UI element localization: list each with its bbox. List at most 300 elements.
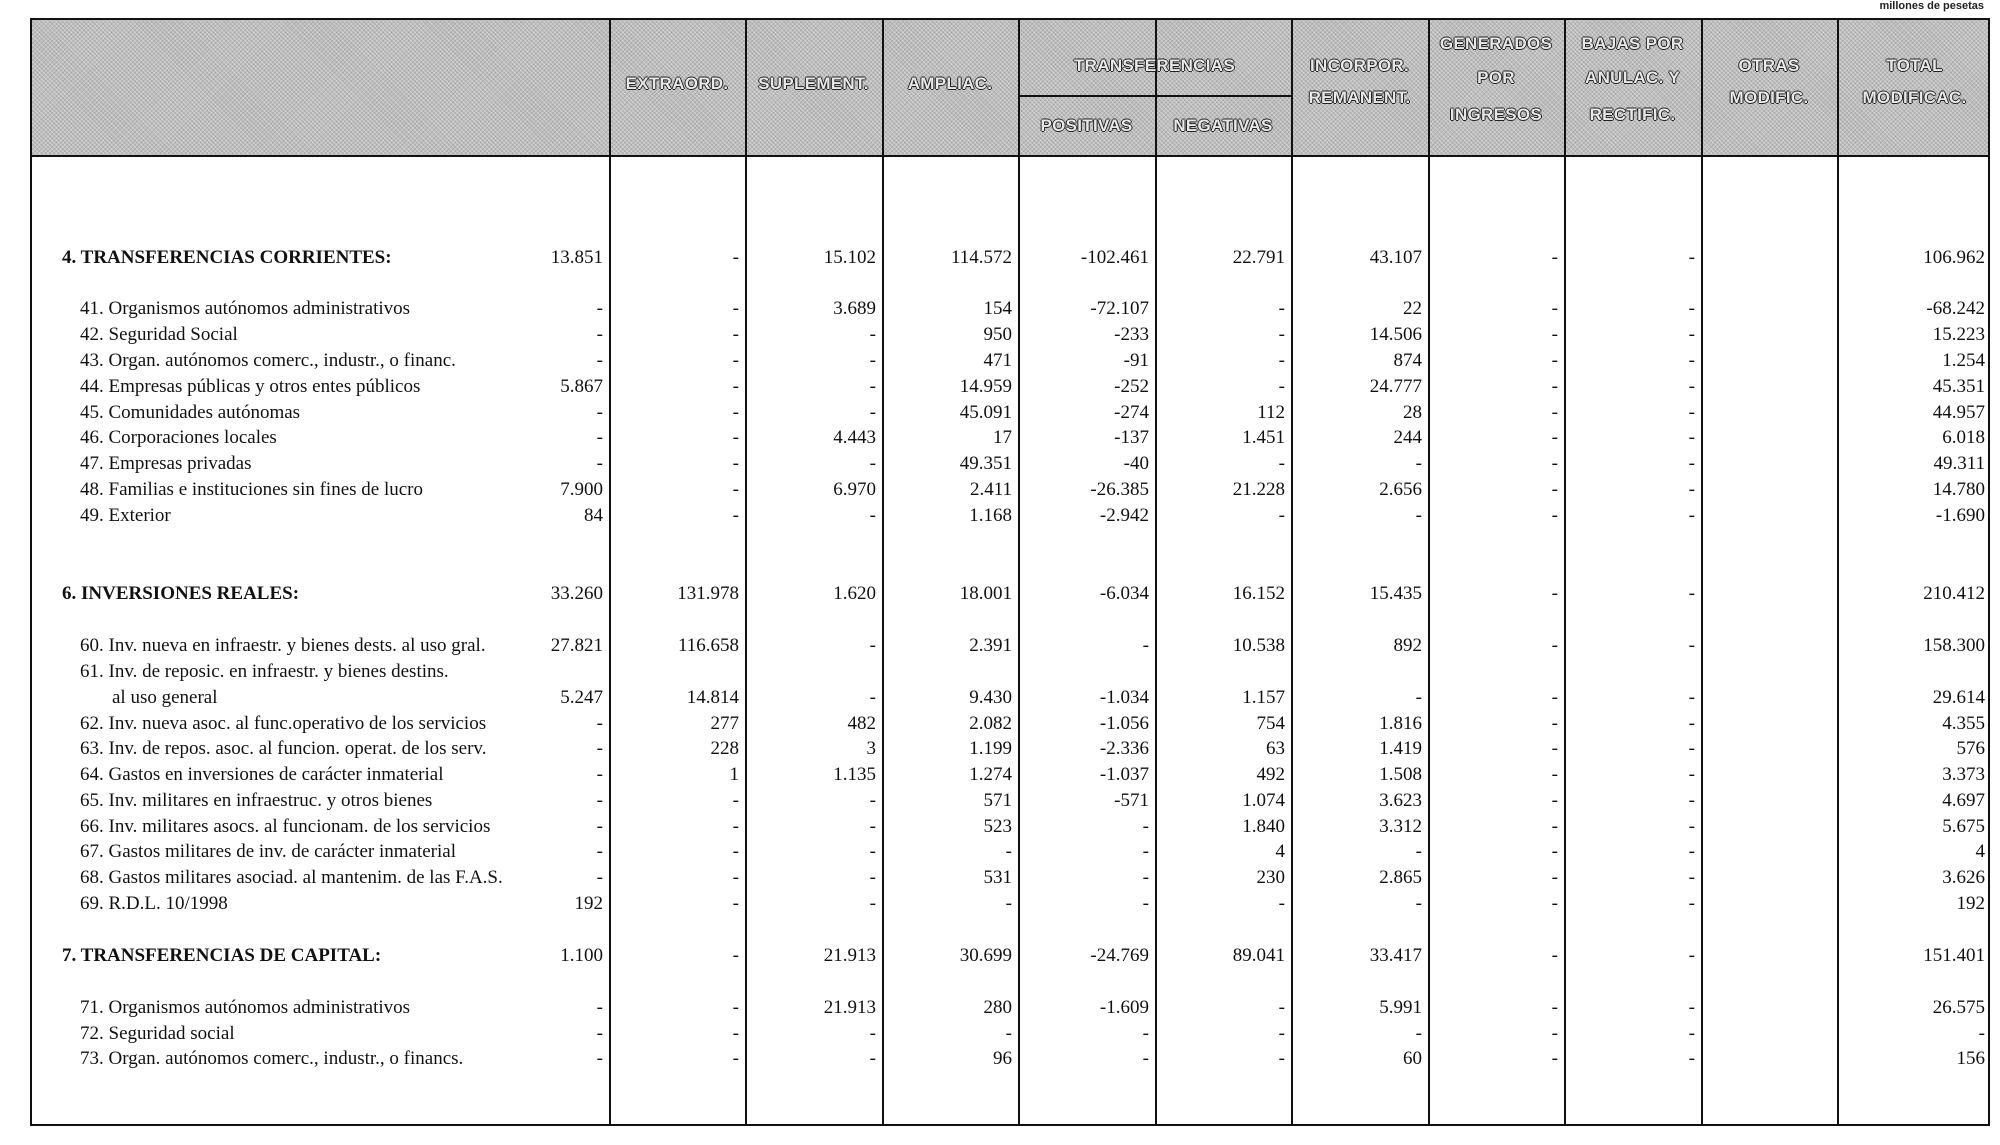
cell-value: - xyxy=(732,867,739,888)
cell-value: - xyxy=(869,324,876,345)
cell-value: - xyxy=(1688,816,1695,837)
table-row xyxy=(32,893,1992,917)
cell-value: - xyxy=(596,841,603,862)
cell-value: 24.777 xyxy=(1369,376,1422,397)
cell-value: - xyxy=(1005,893,1012,914)
cell-value: 1.419 xyxy=(1379,738,1422,759)
header-positivas: POSITIVAS xyxy=(1040,116,1133,135)
cell-value: 158.300 xyxy=(1923,635,1985,656)
cell-value: 49.351 xyxy=(959,453,1012,474)
table-row xyxy=(32,1023,1992,1047)
cell-value: - xyxy=(1142,816,1149,837)
header-extraord: EXTRAORD. xyxy=(625,74,729,93)
cell-value: 3.626 xyxy=(1942,867,1985,888)
cell-value: - xyxy=(1278,1023,1285,1044)
cell-value: - xyxy=(596,867,603,888)
cell-value: - xyxy=(869,453,876,474)
cell-value: -1.690 xyxy=(1935,505,1985,526)
cell-value: - xyxy=(1688,324,1695,345)
cell-value: 21.913 xyxy=(823,997,876,1018)
cell-value: - xyxy=(1551,893,1558,914)
cell-value: 3 xyxy=(866,738,876,759)
table-row xyxy=(32,453,1992,477)
header-bajas-line1: BAJAS POR xyxy=(1581,34,1684,53)
cell-value: - xyxy=(1415,687,1422,708)
cell-value: 49.311 xyxy=(1933,453,1985,474)
cell-value: 154 xyxy=(983,298,1012,319)
header-generados-line1: GENERADOS xyxy=(1439,34,1553,53)
row-label: 44. Empresas públicas y otros entes públicos xyxy=(80,376,421,397)
cell-value: 29.614 xyxy=(1932,687,1985,708)
cell-value: -571 xyxy=(1114,790,1149,811)
row-label: 7. TRANSFERENCIAS DE CAPITAL: xyxy=(62,945,382,966)
cell-value: - xyxy=(1551,247,1558,268)
cell-value: 754 xyxy=(1256,713,1285,734)
cell-value: 27.821 xyxy=(550,635,603,656)
cell-value: 116.658 xyxy=(677,635,739,656)
cell-value: 28 xyxy=(1403,402,1422,423)
table-row xyxy=(32,816,1992,840)
cell-value: - xyxy=(1688,350,1695,371)
cell-value: - xyxy=(596,997,603,1018)
header-total-line2: MODIFICAC. xyxy=(1862,88,1967,108)
cell-value: - xyxy=(1551,1048,1558,1069)
cell-value: - xyxy=(1142,1023,1149,1044)
header-bajas xyxy=(1564,34,1701,125)
cell-value: - xyxy=(596,1023,603,1044)
cell-value: - xyxy=(1551,402,1558,423)
cell-value: 1.274 xyxy=(969,764,1012,785)
cell-value: -6.034 xyxy=(1099,583,1149,604)
table-row xyxy=(32,402,1992,426)
row-label: 43. Organ. autónomos comerc., industr., o financ. xyxy=(80,350,456,371)
budget-table xyxy=(30,18,1990,1126)
cell-value: - xyxy=(596,298,603,319)
cell-value: - xyxy=(1278,324,1285,345)
cell-value: 114.572 xyxy=(950,247,1012,268)
cell-value: - xyxy=(1688,479,1695,500)
cell-value: 874 xyxy=(1393,350,1422,371)
cell-value: - xyxy=(596,764,603,785)
header-generados xyxy=(1428,34,1564,125)
cell-value: - xyxy=(869,402,876,423)
cell-value: - xyxy=(732,453,739,474)
table-row xyxy=(32,324,1992,348)
cell-value: - xyxy=(596,453,603,474)
cell-value: 3.623 xyxy=(1379,790,1422,811)
header-total-line1: TOTAL xyxy=(1886,56,1943,75)
cell-value: 2.082 xyxy=(969,713,1012,734)
row-label: 64. Gastos en inversiones de carácter inmaterial xyxy=(80,764,444,785)
cell-value: 1.199 xyxy=(969,738,1012,759)
cell-value: - xyxy=(1551,738,1558,759)
row-label: 72. Seguridad social xyxy=(80,1023,235,1044)
cell-value: - xyxy=(1688,402,1695,423)
section-row xyxy=(32,247,1992,271)
cell-value: - xyxy=(1142,867,1149,888)
cell-value: 2.391 xyxy=(969,635,1012,656)
cell-value: - xyxy=(596,427,603,448)
cell-value: - xyxy=(1278,453,1285,474)
cell-value: - xyxy=(732,893,739,914)
cell-value: - xyxy=(1278,505,1285,526)
cell-value: 45.091 xyxy=(959,402,1012,423)
cell-value: - xyxy=(1688,298,1695,319)
cell-value: - xyxy=(1688,713,1695,734)
cell-value: 3.373 xyxy=(1942,764,1985,785)
cell-value: 18.001 xyxy=(959,583,1012,604)
cell-value: 4.355 xyxy=(1942,713,1985,734)
row-label: 4. TRANSFERENCIAS CORRIENTES: xyxy=(62,247,392,268)
row-label: 73. Organ. autónomos comerc., industr., o financs. xyxy=(80,1048,464,1069)
cell-value: 33.260 xyxy=(550,583,603,604)
table-row xyxy=(32,635,1992,659)
row-label: 61. Inv. de reposic. en infraestr. y bienes destins. xyxy=(80,661,449,682)
cell-value: 531 xyxy=(983,867,1012,888)
cell-value: 1.254 xyxy=(1942,350,1985,371)
cell-value: - xyxy=(1551,790,1558,811)
cell-value: - xyxy=(1278,376,1285,397)
cell-value: - xyxy=(596,350,603,371)
cell-value: 1.508 xyxy=(1379,764,1422,785)
cell-value: 1.451 xyxy=(1242,427,1285,448)
cell-value: - xyxy=(1551,427,1558,448)
cell-value: - xyxy=(1278,298,1285,319)
cell-value: - xyxy=(596,738,603,759)
cell-value: - xyxy=(1688,841,1695,862)
cell-value: - xyxy=(1688,867,1695,888)
table-row xyxy=(32,867,1992,891)
cell-value: - xyxy=(1278,997,1285,1018)
cell-value: 4.443 xyxy=(833,427,876,448)
cell-value: 2.656 xyxy=(1379,479,1422,500)
cell-value: -2.336 xyxy=(1099,738,1149,759)
table-row xyxy=(32,764,1992,788)
cell-value: - xyxy=(596,790,603,811)
header-bajas-line2: ANULAC. Y xyxy=(1585,68,1680,88)
cell-value: - xyxy=(869,816,876,837)
cell-value: 492 xyxy=(1256,764,1285,785)
cell-value: 14.814 xyxy=(686,687,739,708)
header-incorpor xyxy=(1291,56,1428,109)
cell-value: 1.816 xyxy=(1379,713,1422,734)
cell-value: 44.957 xyxy=(1932,402,1985,423)
cell-value: - xyxy=(732,790,739,811)
cell-value: - xyxy=(732,505,739,526)
cell-value: - xyxy=(1551,324,1558,345)
row-label: 62. Inv. nueva asoc. al func.operativo de los servicios xyxy=(80,713,487,734)
cell-value: 1.168 xyxy=(969,505,1012,526)
cell-value: 192 xyxy=(1956,893,1985,914)
cell-value: -91 xyxy=(1123,350,1149,371)
cell-value: -26.385 xyxy=(1090,479,1149,500)
table-row xyxy=(32,350,1992,374)
cell-value: - xyxy=(1551,298,1558,319)
cell-value: 33.417 xyxy=(1369,945,1422,966)
row-label: 6. INVERSIONES REALES: xyxy=(62,583,300,604)
cell-value: 244 xyxy=(1393,427,1422,448)
cell-value: - xyxy=(869,790,876,811)
row-label: 41. Organismos autónomos administrativos xyxy=(80,298,411,319)
cell-value: - xyxy=(596,324,603,345)
cell-value: - xyxy=(732,816,739,837)
cell-value: - xyxy=(1551,376,1558,397)
cell-value: 9.430 xyxy=(969,687,1012,708)
cell-value: - xyxy=(1551,945,1558,966)
cell-value: - xyxy=(869,505,876,526)
cell-value: - xyxy=(732,1023,739,1044)
cell-value: 22.791 xyxy=(1232,247,1285,268)
cell-value: - xyxy=(732,324,739,345)
header-otras xyxy=(1701,56,1837,109)
cell-value: - xyxy=(596,402,603,423)
cell-value: -2.942 xyxy=(1099,505,1149,526)
cell-value: - xyxy=(1688,945,1695,966)
row-label: 45. Comunidades autónomas xyxy=(80,402,301,423)
table-row xyxy=(32,427,1992,451)
cell-value: 2.411 xyxy=(969,479,1012,500)
header-transferencias: TRANSFERENCIAS xyxy=(1074,56,1235,75)
cell-value: 63 xyxy=(1266,738,1285,759)
cell-value: - xyxy=(732,841,739,862)
row-label: 71. Organismos autónomos administrativos xyxy=(80,997,411,1018)
cell-value: - xyxy=(1415,1023,1422,1044)
cell-value: 2.865 xyxy=(1379,867,1422,888)
cell-value: 45.351 xyxy=(1932,376,1985,397)
cell-value: - xyxy=(1551,841,1558,862)
cell-value: 6.970 xyxy=(833,479,876,500)
cell-value: - xyxy=(1551,1023,1558,1044)
cell-value: - xyxy=(1551,453,1558,474)
section-row xyxy=(32,583,1992,607)
cell-value: - xyxy=(1415,841,1422,862)
cell-value: 1.840 xyxy=(1242,816,1285,837)
cell-value: 14.959 xyxy=(959,376,1012,397)
cell-value: - xyxy=(1551,764,1558,785)
units-caption: millones de pesetas xyxy=(1879,0,1984,12)
cell-value: - xyxy=(732,997,739,1018)
cell-value: - xyxy=(1551,479,1558,500)
cell-value: 4 xyxy=(1275,841,1285,862)
cell-value: -274 xyxy=(1114,402,1149,423)
header-otras-line2: MODIFIC. xyxy=(1729,88,1809,108)
cell-value: 15.223 xyxy=(1932,324,1985,345)
cell-value: - xyxy=(1551,635,1558,656)
cell-value: - xyxy=(1551,713,1558,734)
cell-value: 7.900 xyxy=(560,479,603,500)
row-label: 66. Inv. militares asocs. al funcionam. de los servicios xyxy=(80,816,491,837)
cell-value: 131.978 xyxy=(677,583,739,604)
cell-value: - xyxy=(1688,635,1695,656)
row-label: 49. Exterior xyxy=(80,505,171,526)
cell-value: 13.851 xyxy=(550,247,603,268)
cell-value: - xyxy=(1142,1048,1149,1069)
cell-value: 950 xyxy=(983,324,1012,345)
cell-value: 21.913 xyxy=(823,945,876,966)
cell-value: 15.435 xyxy=(1369,583,1422,604)
cell-value: - xyxy=(1688,1048,1695,1069)
header-bajas-line3: RECTIFIC. xyxy=(1589,104,1676,124)
cell-value: -252 xyxy=(1114,376,1149,397)
cell-value: - xyxy=(1551,583,1558,604)
header-generados-line2: POR xyxy=(1477,68,1515,88)
cell-value: -72.107 xyxy=(1090,298,1149,319)
cell-value: - xyxy=(869,350,876,371)
row-label: 68. Gastos militares asociad. al mantenim. de las F.A.S. xyxy=(80,867,503,888)
cell-value: - xyxy=(1688,505,1695,526)
cell-value: -137 xyxy=(1114,427,1149,448)
cell-value: 277 xyxy=(710,713,739,734)
cell-value: 151.401 xyxy=(1923,945,1985,966)
cell-value: - xyxy=(732,298,739,319)
cell-value: 5.867 xyxy=(560,376,603,397)
table-row xyxy=(32,298,1992,322)
header-incorpor-line2: REMANENT. xyxy=(1308,88,1411,108)
cell-value: -68.242 xyxy=(1926,298,1985,319)
table-row xyxy=(32,790,1992,814)
cell-value: - xyxy=(1415,505,1422,526)
cell-value: -1.609 xyxy=(1099,997,1149,1018)
cell-value: - xyxy=(1551,997,1558,1018)
cell-value: - xyxy=(732,479,739,500)
cell-value: 106.962 xyxy=(1923,247,1985,268)
cell-value: - xyxy=(869,635,876,656)
cell-value: - xyxy=(1551,350,1558,371)
cell-value: -233 xyxy=(1114,324,1149,345)
cell-value: 60 xyxy=(1403,1048,1422,1069)
row-label: 65. Inv. militares en infraestruc. y otros bienes xyxy=(80,790,433,811)
cell-value: -1.034 xyxy=(1099,687,1149,708)
cell-value: - xyxy=(1278,350,1285,371)
cell-value: -40 xyxy=(1123,453,1149,474)
cell-value: 892 xyxy=(1393,635,1422,656)
cell-value: - xyxy=(1688,247,1695,268)
cell-value: - xyxy=(1278,893,1285,914)
cell-value: 4.697 xyxy=(1942,790,1985,811)
row-label: 48. Familias e instituciones sin fines de lucro xyxy=(80,479,424,500)
cell-value: 280 xyxy=(983,997,1012,1018)
header-suplement: SUPLEMENT. xyxy=(758,74,869,93)
cell-value: 4 xyxy=(1975,841,1985,862)
cell-value: 1.100 xyxy=(560,945,603,966)
cell-value: 17 xyxy=(993,427,1012,448)
cell-value: - xyxy=(1005,1023,1012,1044)
cell-value: 3.312 xyxy=(1379,816,1422,837)
header-incorpor-line1: INCORPOR. xyxy=(1309,56,1410,75)
cell-value: - xyxy=(732,350,739,371)
cell-value: - xyxy=(732,376,739,397)
cell-value: 10.538 xyxy=(1232,635,1285,656)
table-row xyxy=(32,376,1992,400)
table-row xyxy=(32,1048,1992,1072)
cell-value: - xyxy=(1688,893,1695,914)
table-row xyxy=(32,479,1992,503)
cell-value: - xyxy=(869,376,876,397)
cell-value: 1.157 xyxy=(1242,687,1285,708)
table-row xyxy=(32,687,1992,711)
cell-value: - xyxy=(596,713,603,734)
cell-value: - xyxy=(869,867,876,888)
cell-value: - xyxy=(1978,1023,1985,1044)
cell-value: 14.780 xyxy=(1932,479,1985,500)
cell-value: 192 xyxy=(574,893,603,914)
cell-value: - xyxy=(596,816,603,837)
cell-value: 1.135 xyxy=(833,764,876,785)
cell-value: - xyxy=(1688,997,1695,1018)
cell-value: - xyxy=(1688,1023,1695,1044)
row-label: 60. Inv. nueva en infraestr. y bienes dests. al uso gral. xyxy=(80,635,486,656)
cell-value: 14.506 xyxy=(1369,324,1422,345)
cell-value: 1.620 xyxy=(833,583,876,604)
cell-value: - xyxy=(596,1048,603,1069)
cell-value: 26.575 xyxy=(1932,997,1985,1018)
cell-value: 43.107 xyxy=(1369,247,1422,268)
table-row xyxy=(32,997,1992,1021)
cell-value: 523 xyxy=(983,816,1012,837)
cell-value: -1.056 xyxy=(1099,713,1149,734)
cell-value: 6.018 xyxy=(1942,427,1985,448)
cell-value: 112 xyxy=(1257,402,1285,423)
table-row xyxy=(32,841,1992,865)
table-row xyxy=(32,505,1992,529)
cell-value: - xyxy=(732,1048,739,1069)
cell-value: 5.991 xyxy=(1379,997,1422,1018)
cell-value: 16.152 xyxy=(1232,583,1285,604)
row-label: 63. Inv. de repos. asoc. al funcion. operat. de los serv. xyxy=(80,738,487,759)
cell-value: 30.699 xyxy=(959,945,1012,966)
cell-value: 96 xyxy=(993,1048,1012,1069)
cell-value: -24.769 xyxy=(1090,945,1149,966)
cell-value: 210.412 xyxy=(1923,583,1985,604)
cell-value: - xyxy=(1688,687,1695,708)
cell-value: 84 xyxy=(584,505,603,526)
cell-value: - xyxy=(869,1048,876,1069)
cell-value: 482 xyxy=(847,713,876,734)
cell-value: - xyxy=(1005,841,1012,862)
cell-value: - xyxy=(869,893,876,914)
row-label: 47. Empresas privadas xyxy=(80,453,252,474)
cell-value: - xyxy=(869,687,876,708)
row-label: 42. Seguridad Social xyxy=(80,324,238,345)
cell-value: 15.102 xyxy=(823,247,876,268)
cell-value: 5.675 xyxy=(1942,816,1985,837)
cell-value: - xyxy=(1142,841,1149,862)
table-row xyxy=(32,738,1992,762)
cell-value: - xyxy=(1688,427,1695,448)
cell-value: 21.228 xyxy=(1232,479,1285,500)
cell-value: 1.074 xyxy=(1242,790,1285,811)
cell-value: - xyxy=(869,1023,876,1044)
cell-value: - xyxy=(1688,583,1695,604)
header-ampliac: AMPLIAC. xyxy=(907,74,993,93)
cell-value: - xyxy=(1688,376,1695,397)
cell-value: - xyxy=(1551,687,1558,708)
row-label: 67. Gastos militares de inv. de carácter inmaterial xyxy=(80,841,456,862)
cell-value: -1.037 xyxy=(1099,764,1149,785)
cell-value: 471 xyxy=(983,350,1012,371)
cell-value: 156 xyxy=(1956,1048,1985,1069)
cell-value: 89.041 xyxy=(1232,945,1285,966)
cell-value: 1 xyxy=(729,764,739,785)
table-row xyxy=(32,713,1992,737)
cell-value: - xyxy=(732,402,739,423)
cell-value: - xyxy=(1688,790,1695,811)
row-label: 46. Corporaciones locales xyxy=(80,427,277,448)
cell-value: - xyxy=(1142,893,1149,914)
cell-value: 5.247 xyxy=(560,687,603,708)
cell-value: - xyxy=(732,945,739,966)
cell-value: - xyxy=(1688,453,1695,474)
